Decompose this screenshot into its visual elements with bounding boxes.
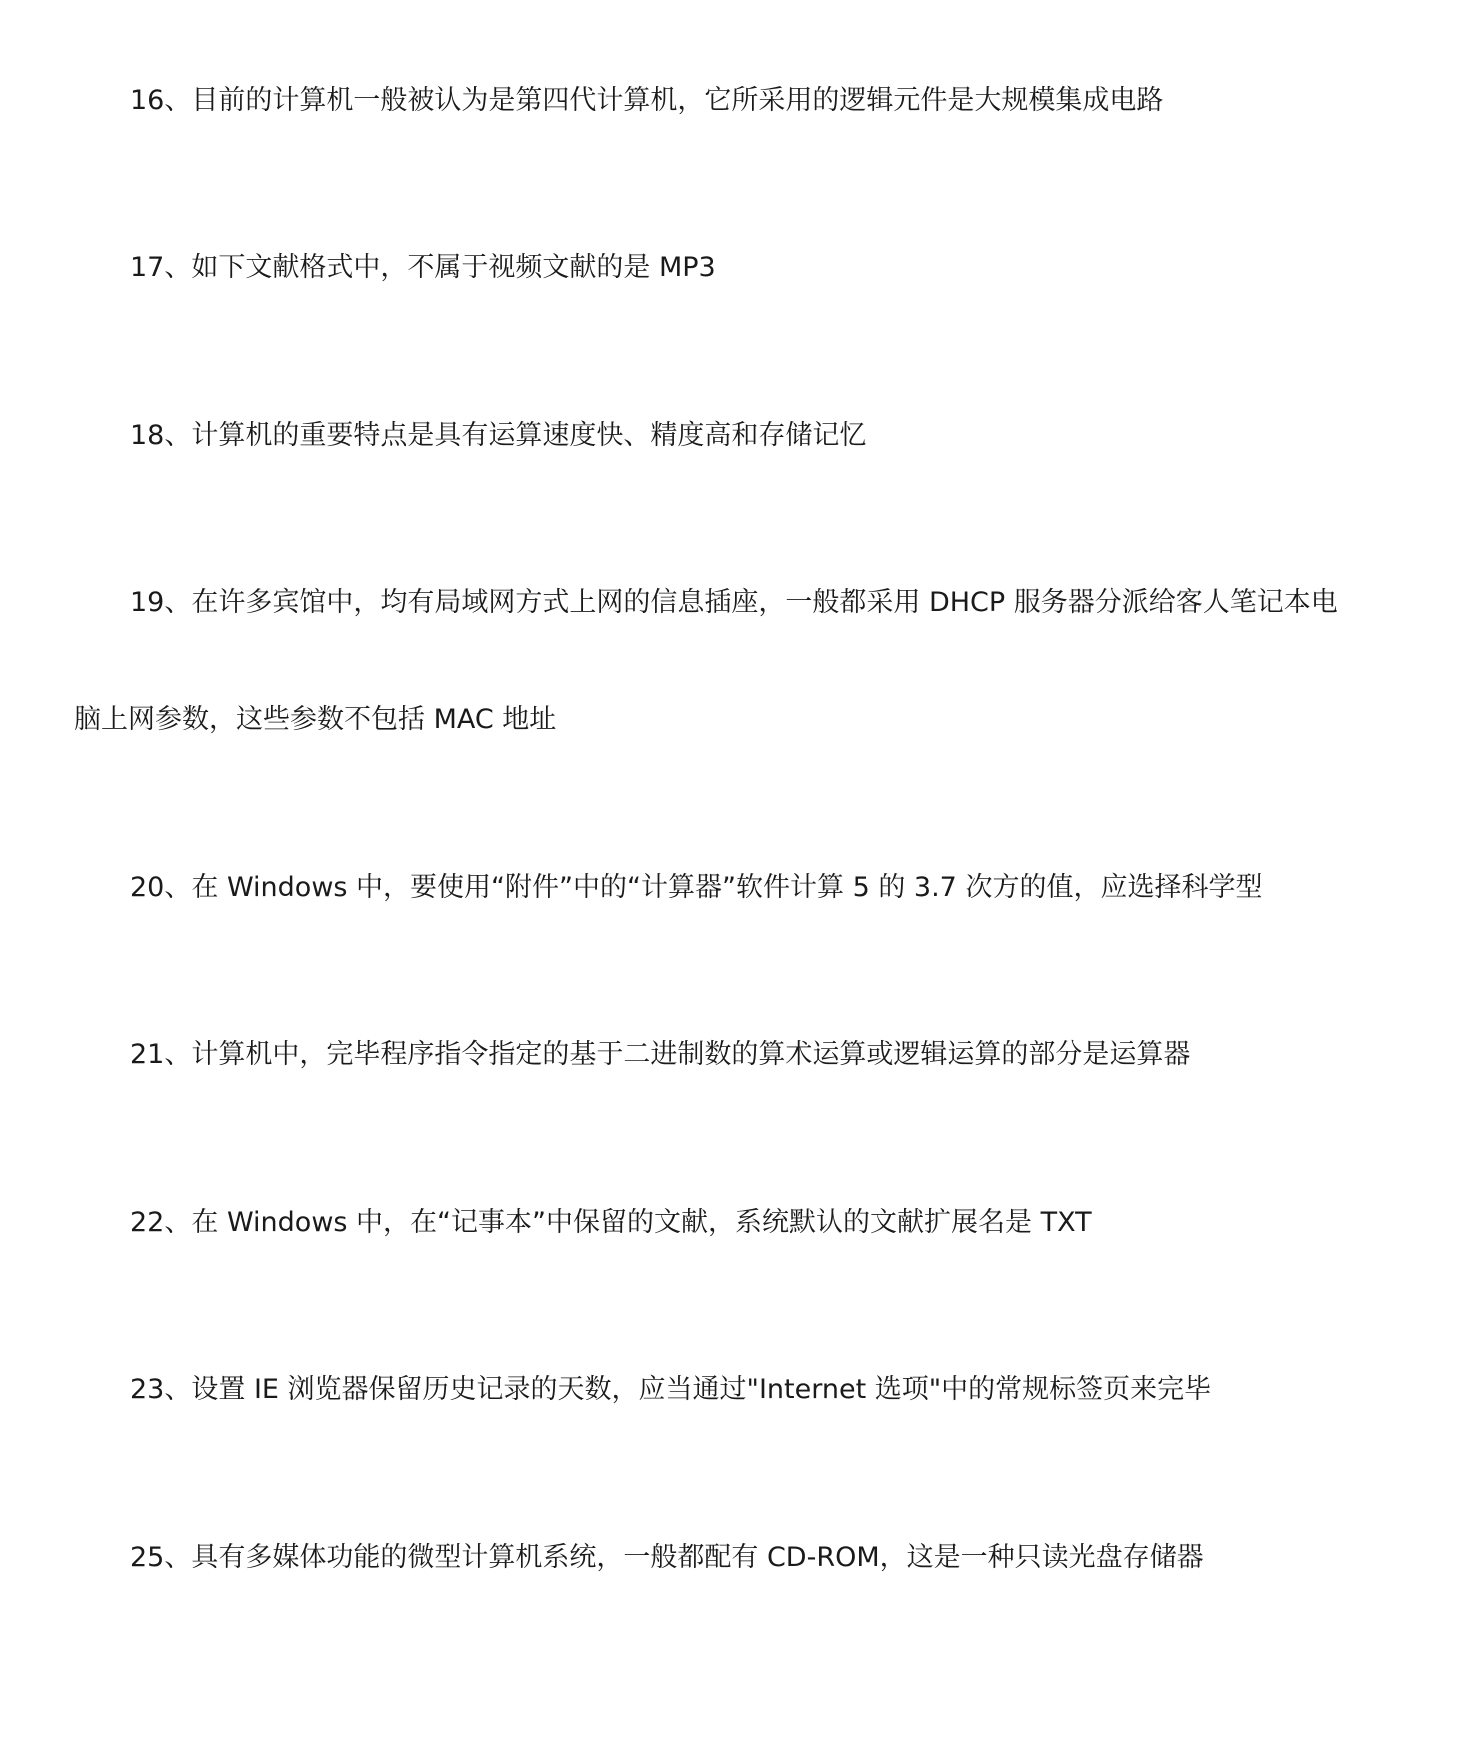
item-17: 17、如下文献格式中，不属于视频文献的是 MP3: [130, 252, 716, 283]
item-23: 23、设置 IE 浏览器保留历史记录的天数，应当通过"Internet 选项"中的常规标签页来完毕: [130, 1374, 1212, 1405]
item-19: 19、在许多宾馆中，均有局域网方式上网的信息插座，一般都采用 DHCP 服务器分派给客人笔记本电: [130, 587, 1338, 618]
item-22: 22、在 Windows 中，在“记事本”中保留的文献，系统默认的文献扩展名是 TXT: [130, 1207, 1092, 1238]
item-19-continuation: 脑上网参数，这些参数不包括 MAC 地址: [74, 704, 557, 735]
item-21: 21、计算机中，完毕程序指令指定的基于二进制数的算术运算或逻辑运算的部分是运算器: [130, 1039, 1191, 1070]
item-16: 16、目前的计算机一般被认为是第四代计算机，它所采用的逻辑元件是大规模集成电路: [130, 85, 1164, 116]
item-20: 20、在 Windows 中，要使用“附件”中的“计算器”软件计算 5 的 3.7 次方的值，应选择科学型: [130, 872, 1263, 903]
item-25: 25、具有多媒体功能的微型计算机系统，一般都配有 CD-ROM，这是一种只读光盘存储器: [130, 1542, 1204, 1573]
item-18: 18、计算机的重要特点是具有运算速度快、精度高和存储记忆: [130, 420, 867, 451]
